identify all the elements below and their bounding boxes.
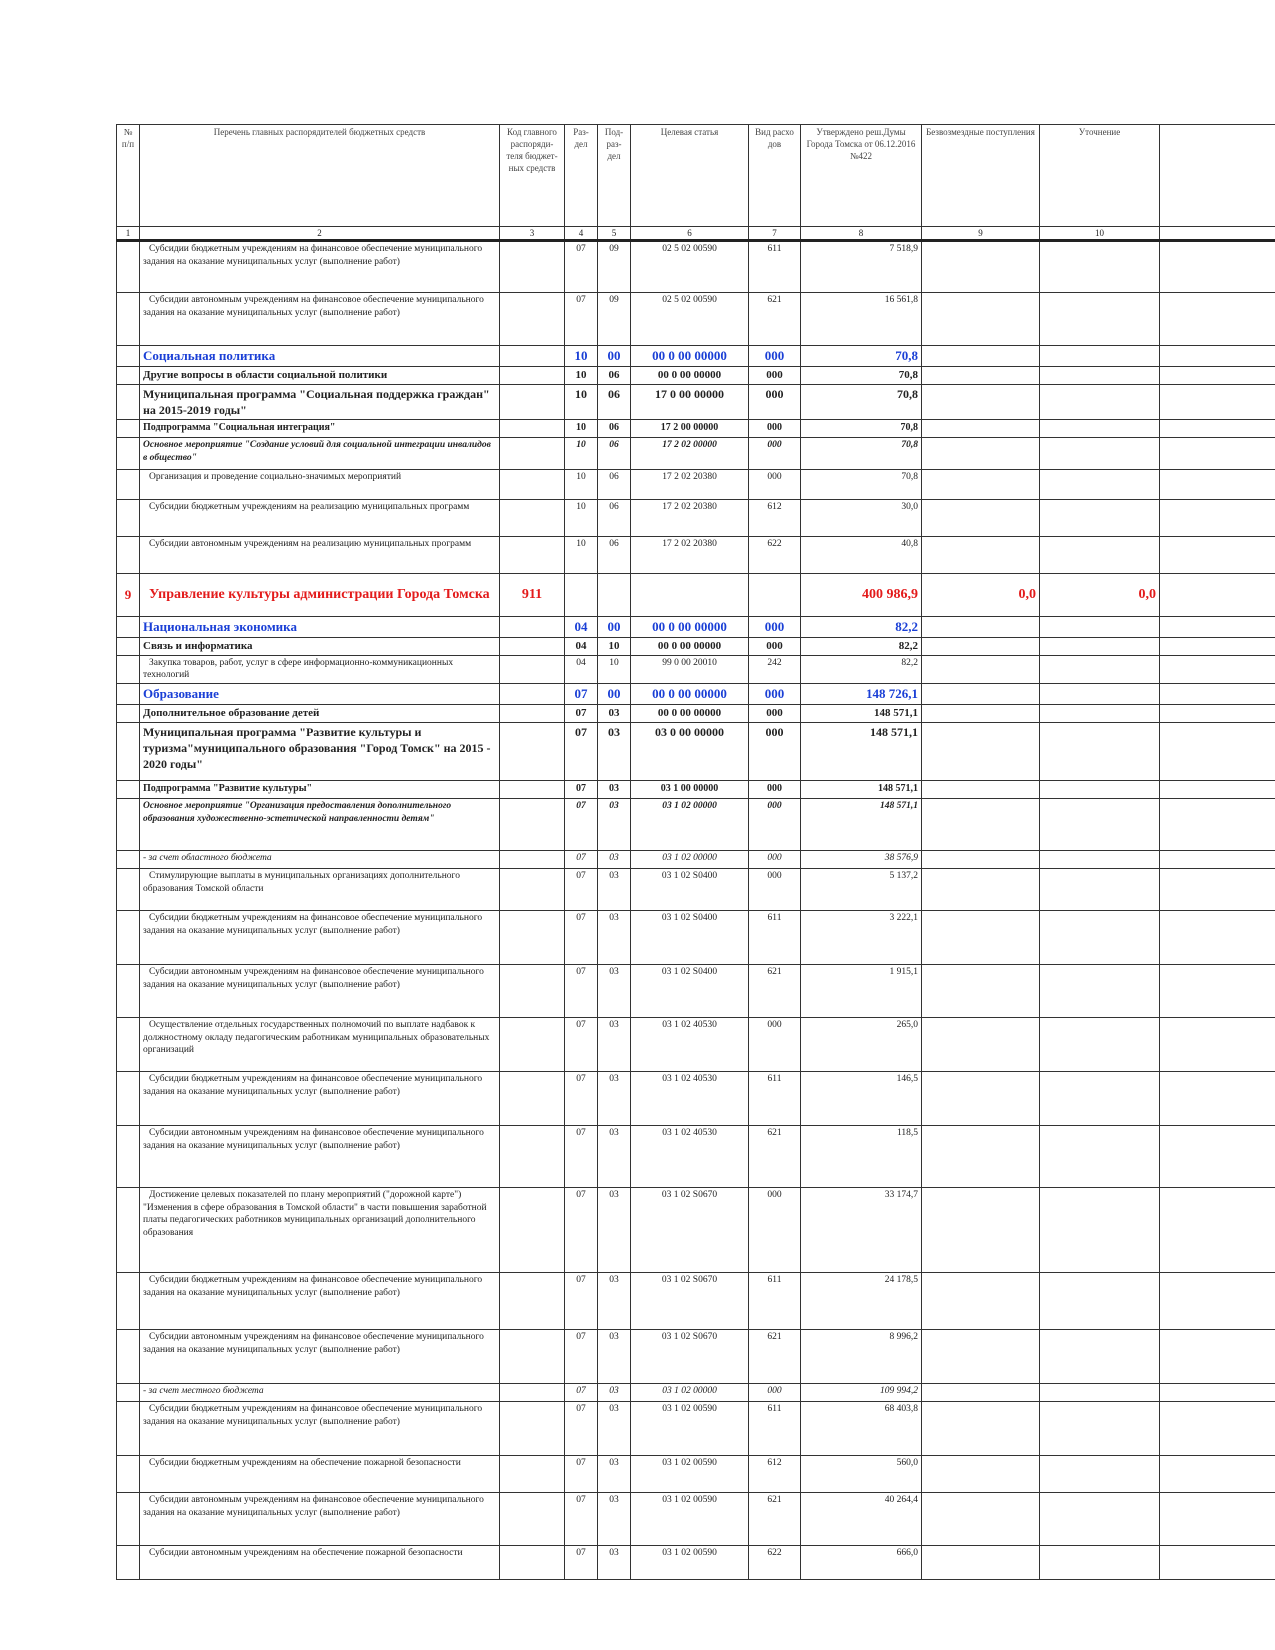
table-row <box>117 384 1275 419</box>
row-name: Основное мероприятие "Создание условий для социальной интеграции инвалидов в общество" <box>140 438 500 470</box>
row-razdel: 10 <box>565 346 598 367</box>
table-row <box>117 704 1275 722</box>
row-target-article: 00 0 00 00000 <box>631 637 749 655</box>
row-amount: 70,8 <box>801 438 922 470</box>
row-target-article: 02 5 02 00590 <box>631 241 749 293</box>
row-podrazdel: 03 <box>598 1401 631 1455</box>
row-clarification: 0,0 <box>1040 574 1160 617</box>
header-razdel: Раз-дел <box>565 125 598 227</box>
row-razdel: 10 <box>565 420 598 438</box>
table-row <box>117 780 1275 798</box>
row-target-article: 00 0 00 00000 <box>631 704 749 722</box>
row-name: Субсидии бюджетным учреждениям на финансовое обеспечение муниципального задания на оказание муниципальных услуг (выполнение работ) <box>140 241 500 293</box>
row-name: Субсидии бюджетным учреждениям на финансовое обеспечение муниципального задания на оказание муниципальных услуг (выполнение работ) <box>140 1071 500 1125</box>
row-podrazdel: 03 <box>598 1492 631 1545</box>
row-podrazdel: 06 <box>598 500 631 537</box>
row-amount: 148 726,1 <box>801 684 922 705</box>
row-razdel: 04 <box>565 655 598 684</box>
row-expense-type: 612 <box>749 1455 801 1492</box>
row-expense-type: 000 <box>749 1383 801 1401</box>
row-name: Образование <box>140 684 500 705</box>
table-row <box>117 1401 1275 1455</box>
row-razdel: 04 <box>565 617 598 638</box>
table-row <box>117 438 1275 470</box>
header-expense-type: Вид расхо дов <box>749 125 801 227</box>
row-expense-type: 000 <box>749 798 801 850</box>
row-target-article: 03 0 00 00000 <box>631 722 749 780</box>
row-name: Субсидии автономным учреждениям на финансовое обеспечение муниципального задания на оказание муниципальных услуг (выполнение работ) <box>140 1329 500 1383</box>
row-podrazdel: 03 <box>598 1125 631 1187</box>
row-target-article: 17 2 02 20380 <box>631 470 749 500</box>
row-target-article: 03 1 02 00000 <box>631 798 749 850</box>
row-amount: 70,8 <box>801 470 922 500</box>
row-expense-type: 000 <box>749 684 801 705</box>
row-amount: 109 994,2 <box>801 1383 922 1401</box>
row-amount: 16 561,8 <box>801 293 922 346</box>
row-podrazdel: 06 <box>598 537 631 574</box>
row-amount: 70,8 <box>801 346 922 367</box>
row-expense-type: 000 <box>749 1017 801 1071</box>
row-target-article: 03 1 02 00590 <box>631 1492 749 1545</box>
row-target-article: 03 1 02 00590 <box>631 1545 749 1579</box>
row-podrazdel: 06 <box>598 470 631 500</box>
row-target-article: 03 1 02 S0670 <box>631 1187 749 1272</box>
row-target-article: 00 0 00 00000 <box>631 617 749 638</box>
row-podrazdel: 09 <box>598 293 631 346</box>
row-podrazdel: 03 <box>598 910 631 964</box>
table-row <box>117 241 1275 293</box>
section-row <box>117 617 1275 638</box>
row-name: Социальная политика <box>140 346 500 367</box>
column-number: 6 <box>631 227 749 241</box>
table-row <box>117 1125 1275 1187</box>
row-amount: 82,2 <box>801 655 922 684</box>
row-amount: 560,0 <box>801 1455 922 1492</box>
row-razdel: 07 <box>565 910 598 964</box>
column-number: 7 <box>749 227 801 241</box>
column-number: 4 <box>565 227 598 241</box>
row-expense-type: 611 <box>749 1272 801 1329</box>
row-razdel: 07 <box>565 1272 598 1329</box>
row-amount: 82,2 <box>801 637 922 655</box>
row-name: Другие вопросы в области социальной политики <box>140 366 500 384</box>
header-grants: Безвозмездные поступления <box>922 125 1040 227</box>
table-row <box>117 868 1275 910</box>
row-expense-type: 000 <box>749 868 801 910</box>
row-amount: 40,8 <box>801 537 922 574</box>
row-expense-type: 622 <box>749 1545 801 1579</box>
header-row <box>117 125 1275 227</box>
row-name: Субсидии бюджетным учреждениям на реализацию муниципальных программ <box>140 500 500 537</box>
row-amount: 146,5 <box>801 1071 922 1125</box>
row-target-article: 17 0 00 00000 <box>631 384 749 419</box>
header-podrazdel: Под-раз-дел <box>598 125 631 227</box>
row-target-article: 03 1 02 40530 <box>631 1125 749 1187</box>
row-name: Муниципальная программа "Социальная поддержка граждан" на 2015-2019 годы" <box>140 384 500 419</box>
row-name: Подпрограмма "Развитие культуры" <box>140 780 500 798</box>
row-razdel: 07 <box>565 1125 598 1187</box>
column-number: 5 <box>598 227 631 241</box>
column-number: 1 <box>117 227 140 241</box>
row-amount: 148 571,1 <box>801 722 922 780</box>
row-expense-type: 621 <box>749 1125 801 1187</box>
row-amount: 666,0 <box>801 1545 922 1579</box>
row-expense-type: 000 <box>749 384 801 419</box>
row-podrazdel: 06 <box>598 366 631 384</box>
row-razdel: 07 <box>565 850 598 868</box>
row-razdel: 07 <box>565 1187 598 1272</box>
table-row <box>117 1545 1275 1579</box>
table-row <box>117 1272 1275 1329</box>
table-row <box>117 637 1275 655</box>
header-approved: Утверждено реш.Думы Города Томска от 06.12.2016 №422 <box>801 125 922 227</box>
header-clarification: Уточнение <box>1040 125 1160 227</box>
row-target-article: 03 1 00 00000 <box>631 780 749 798</box>
row-expense-type: 000 <box>749 438 801 470</box>
row-name: Национальная экономика <box>140 617 500 638</box>
row-expense-type: 621 <box>749 1329 801 1383</box>
row-podrazdel: 03 <box>598 1187 631 1272</box>
row-expense-type: 000 <box>749 346 801 367</box>
row-expense-type: 612 <box>749 500 801 537</box>
table-row <box>117 293 1275 346</box>
row-name: Дополнительное образование детей <box>140 704 500 722</box>
row-target-article: 00 0 00 00000 <box>631 366 749 384</box>
column-number: 8 <box>801 227 922 241</box>
table-row <box>117 655 1275 684</box>
row-expense-type: 611 <box>749 241 801 293</box>
row-razdel: 07 <box>565 704 598 722</box>
row-target-article: 03 1 02 00000 <box>631 850 749 868</box>
row-razdel: 10 <box>565 537 598 574</box>
row-podrazdel: 00 <box>598 346 631 367</box>
row-amount: 7 518,9 <box>801 241 922 293</box>
header-extra <box>1160 125 1275 227</box>
row-razdel: 07 <box>565 1545 598 1579</box>
table-row <box>117 470 1275 500</box>
table-row <box>117 964 1275 1017</box>
row-expense-type: 000 <box>749 704 801 722</box>
column-number: 3 <box>500 227 565 241</box>
row-podrazdel: 03 <box>598 1071 631 1125</box>
row-podrazdel: 10 <box>598 637 631 655</box>
row-name: Муниципальная программа "Развитие культуры и туризма"муниципального образования "Город Томск" на 2015 - 2020 годы" <box>140 722 500 780</box>
section-row <box>117 684 1275 705</box>
section-row <box>117 346 1275 367</box>
header-num: № п/п <box>117 125 140 227</box>
row-expense-type: 000 <box>749 1187 801 1272</box>
row-amount: 400 986,9 <box>801 574 922 617</box>
table-row <box>117 500 1275 537</box>
table-row <box>117 798 1275 850</box>
row-podrazdel: 06 <box>598 438 631 470</box>
row-name: Связь и информатика <box>140 637 500 655</box>
row-razdel: 10 <box>565 470 598 500</box>
row-podrazdel: 03 <box>598 1545 631 1579</box>
row-amount: 3 222,1 <box>801 910 922 964</box>
row-expense-type: 000 <box>749 850 801 868</box>
row-code: 911 <box>500 574 565 617</box>
row-razdel: 07 <box>565 798 598 850</box>
row-expense-type: 621 <box>749 964 801 1017</box>
budget-table-sheet <box>116 124 1275 1650</box>
header-code: Код главного распоряди-теля бюджет-ных средств <box>500 125 565 227</box>
row-amount: 70,8 <box>801 420 922 438</box>
row-name: Субсидии автономным учреждениям на финансовое обеспечение муниципального задания на оказание муниципальных услуг (выполнение работ) <box>140 1492 500 1545</box>
row-target-article: 03 1 02 00000 <box>631 1383 749 1401</box>
row-name: - за счет местного бюджета <box>140 1383 500 1401</box>
row-amount: 68 403,8 <box>801 1401 922 1455</box>
row-amount: 30,0 <box>801 500 922 537</box>
row-target-article: 00 0 00 00000 <box>631 684 749 705</box>
row-target-article: 03 1 02 S0400 <box>631 910 749 964</box>
column-number: 10 <box>1040 227 1160 241</box>
row-amount: 33 174,7 <box>801 1187 922 1272</box>
row-target-article: 03 1 02 00590 <box>631 1455 749 1492</box>
row-podrazdel: 03 <box>598 1329 631 1383</box>
row-name: Субсидии бюджетным учреждениям на финансовое обеспечение муниципального задания на оказание муниципальных услуг (выполнение работ) <box>140 1272 500 1329</box>
row-amount: 265,0 <box>801 1017 922 1071</box>
row-name: Подпрограмма "Социальная интеграция" <box>140 420 500 438</box>
row-razdel: 07 <box>565 1071 598 1125</box>
table-row <box>117 850 1275 868</box>
row-razdel: 07 <box>565 1329 598 1383</box>
row-amount: 8 996,2 <box>801 1329 922 1383</box>
row-amount: 82,2 <box>801 617 922 638</box>
row-name: - за счет областного бюджета <box>140 850 500 868</box>
row-target-article: 17 2 00 00000 <box>631 420 749 438</box>
row-expense-type: 611 <box>749 910 801 964</box>
row-grants: 0,0 <box>922 574 1040 617</box>
row-expense-type: 622 <box>749 537 801 574</box>
row-target-article: 03 1 02 40530 <box>631 1017 749 1071</box>
table-row <box>117 366 1275 384</box>
department-row <box>117 574 1275 617</box>
row-podrazdel: 03 <box>598 964 631 1017</box>
row-podrazdel: 03 <box>598 850 631 868</box>
table-row <box>117 1492 1275 1545</box>
row-razdel: 10 <box>565 366 598 384</box>
row-podrazdel: 10 <box>598 655 631 684</box>
column-number-row <box>117 227 1275 241</box>
column-number: 2 <box>140 227 500 241</box>
row-podrazdel: 03 <box>598 868 631 910</box>
row-podrazdel: 03 <box>598 780 631 798</box>
row-razdel: 07 <box>565 1383 598 1401</box>
row-name: Управление культуры администрации Города Томска <box>140 574 500 617</box>
row-razdel: 07 <box>565 780 598 798</box>
row-razdel: 07 <box>565 1401 598 1455</box>
row-name: Основное мероприятие "Организация предоставления дополнительного образования художественно-эстетической направленности детям" <box>140 798 500 850</box>
column-number <box>1160 227 1275 241</box>
row-target-article: 03 1 02 00590 <box>631 1401 749 1455</box>
row-name: Стимулирующие выплаты в муниципальных организациях дополнительного образования Томской области <box>140 868 500 910</box>
table-row <box>117 1329 1275 1383</box>
row-name: Субсидии автономным учреждениям на финансовое обеспечение муниципального задания на оказание муниципальных услуг (выполнение работ) <box>140 1125 500 1187</box>
row-expense-type: 000 <box>749 780 801 798</box>
row-name: Организация и проведение социально-значимых мероприятий <box>140 470 500 500</box>
table-row <box>117 722 1275 780</box>
row-name: Субсидии автономным учреждениям на обеспечение пожарной безопасности <box>140 1545 500 1579</box>
row-expense-type: 000 <box>749 722 801 780</box>
table-row <box>117 1071 1275 1125</box>
row-amount: 24 178,5 <box>801 1272 922 1329</box>
row-razdel: 07 <box>565 868 598 910</box>
row-amount: 118,5 <box>801 1125 922 1187</box>
row-razdel: 07 <box>565 1492 598 1545</box>
row-name: Субсидии автономным учреждениям на финансовое обеспечение муниципального задания на оказание муниципальных услуг (выполнение работ) <box>140 293 500 346</box>
table-row <box>117 420 1275 438</box>
row-podrazdel: 03 <box>598 1272 631 1329</box>
row-expense-type: 000 <box>749 637 801 655</box>
row-expense-type: 000 <box>749 470 801 500</box>
row-expense-type: 621 <box>749 293 801 346</box>
row-amount: 148 571,1 <box>801 704 922 722</box>
row-podrazdel: 03 <box>598 1383 631 1401</box>
header-name: Перечень главных распорядителей бюджетных средств <box>140 125 500 227</box>
row-amount: 1 915,1 <box>801 964 922 1017</box>
row-amount: 70,8 <box>801 384 922 419</box>
row-expense-type: 611 <box>749 1071 801 1125</box>
row-razdel: 07 <box>565 964 598 1017</box>
row-razdel: 10 <box>565 384 598 419</box>
table-row <box>117 1383 1275 1401</box>
row-podrazdel: 03 <box>598 1017 631 1071</box>
row-name: Осуществление отдельных государственных полномочий по выплате надбавок к должностному окладу педагогическим работникам муниципальных образовательных организаций <box>140 1017 500 1071</box>
row-target-article: 03 1 02 S0670 <box>631 1272 749 1329</box>
row-amount: 5 137,2 <box>801 868 922 910</box>
row-razdel: 10 <box>565 438 598 470</box>
row-podrazdel: 03 <box>598 1455 631 1492</box>
row-expense-type: 621 <box>749 1492 801 1545</box>
row-amount: 38 576,9 <box>801 850 922 868</box>
row-podrazdel: 03 <box>598 704 631 722</box>
row-expense-type: 000 <box>749 617 801 638</box>
budget-table <box>116 124 1275 1580</box>
row-amount: 40 264,4 <box>801 1492 922 1545</box>
row-name: Субсидии бюджетным учреждениям на финансовое обеспечение муниципального задания на оказание муниципальных услуг (выполнение работ) <box>140 910 500 964</box>
row-expense-type: 611 <box>749 1401 801 1455</box>
row-target-article: 17 2 02 00000 <box>631 438 749 470</box>
row-target-article: 00 0 00 00000 <box>631 346 749 367</box>
table-row <box>117 910 1275 964</box>
header-target-article: Целевая статья <box>631 125 749 227</box>
row-target-article: 03 1 02 S0400 <box>631 868 749 910</box>
row-podrazdel: 00 <box>598 617 631 638</box>
row-razdel: 07 <box>565 1017 598 1071</box>
row-name: Субсидии бюджетным учреждениям на обеспечение пожарной безопасности <box>140 1455 500 1492</box>
row-podrazdel: 06 <box>598 420 631 438</box>
row-razdel: 07 <box>565 1455 598 1492</box>
row-name: Субсидии бюджетным учреждениям на финансовое обеспечение муниципального задания на оказание муниципальных услуг (выполнение работ) <box>140 1401 500 1455</box>
row-target-article: 17 2 02 20380 <box>631 537 749 574</box>
row-amount: 70,8 <box>801 366 922 384</box>
row-razdel: 07 <box>565 722 598 780</box>
table-row <box>117 1017 1275 1071</box>
row-expense-type: 000 <box>749 366 801 384</box>
row-name: Достижение целевых показателей по плану мероприятий ("дорожной карте") "Изменения в сфере образования в Томской области" в части повышения заработной платы педагогических работников муниципальных организаций дополнительного образования <box>140 1187 500 1272</box>
row-razdel: 07 <box>565 293 598 346</box>
row-razdel: 07 <box>565 241 598 293</box>
row-amount: 148 571,1 <box>801 798 922 850</box>
row-target-article: 17 2 02 20380 <box>631 500 749 537</box>
row-name: Закупка товаров, работ, услуг в сфере информационно-коммуникационных технологий <box>140 655 500 684</box>
row-razdel: 07 <box>565 684 598 705</box>
row-number: 9 <box>117 574 140 617</box>
row-razdel: 04 <box>565 637 598 655</box>
row-podrazdel: 09 <box>598 241 631 293</box>
row-target-article: 02 5 02 00590 <box>631 293 749 346</box>
row-razdel: 10 <box>565 500 598 537</box>
row-name: Субсидии автономным учреждениям на реализацию муниципальных программ <box>140 537 500 574</box>
row-target-article: 99 0 00 20010 <box>631 655 749 684</box>
row-amount: 148 571,1 <box>801 780 922 798</box>
row-expense-type: 000 <box>749 420 801 438</box>
row-target-article: 03 1 02 S0400 <box>631 964 749 1017</box>
row-podrazdel: 00 <box>598 684 631 705</box>
row-expense-type: 242 <box>749 655 801 684</box>
row-target-article: 03 1 02 40530 <box>631 1071 749 1125</box>
row-podrazdel: 03 <box>598 798 631 850</box>
table-row <box>117 1455 1275 1492</box>
table-row <box>117 537 1275 574</box>
row-name: Субсидии автономным учреждениям на финансовое обеспечение муниципального задания на оказание муниципальных услуг (выполнение работ) <box>140 964 500 1017</box>
row-podrazdel: 03 <box>598 722 631 780</box>
row-target-article: 03 1 02 S0670 <box>631 1329 749 1383</box>
row-podrazdel: 06 <box>598 384 631 419</box>
column-number: 9 <box>922 227 1040 241</box>
table-row <box>117 1187 1275 1272</box>
